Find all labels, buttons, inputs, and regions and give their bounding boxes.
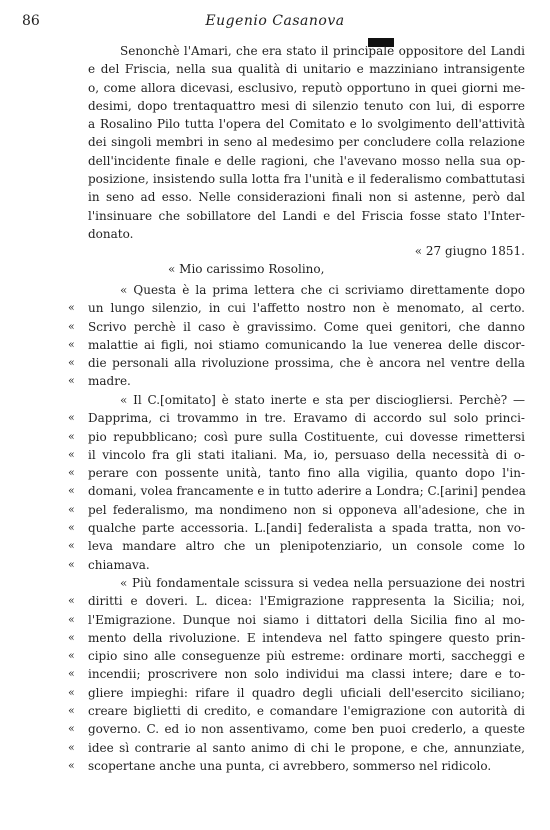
letter-paragraph-2 xyxy=(68,391,526,574)
letter-date: « 27 giugno 1851. xyxy=(414,244,525,258)
letter-paragraph-1 xyxy=(68,281,525,391)
text-line: in seno ad esso. Nelle considerazioni finali non si astenne, però dal xyxy=(88,190,525,205)
text-line: l'insinuare che sobillatore del Landi e del Friscia fosse stato l'Inter- xyxy=(88,208,525,223)
text-line: « incendii; proscrivere non solo individui ma classi intere; dare e to- xyxy=(68,667,525,682)
text-line: « il vincolo fra gli stati italiani. Ma, io, persuaso della necessità di o- xyxy=(68,447,525,462)
text-line: « scopertane anche una punta, ci avrebbero, sommerso nel ridicolo. xyxy=(68,758,492,773)
text-line: dei singoli membri in seno al medesimo per concludere colla relazione xyxy=(88,135,525,150)
text-line: o, come allora dicevasi, esclusivo, reputò opportuno in quei giorni me- xyxy=(88,80,525,95)
text-line: « perare con possente unità, tanto fino alla vigilia, quanto dopo l'in- xyxy=(68,466,525,481)
text-line: « malattie ai figli, noi stiamo comunicando la lue venerea delle discor- xyxy=(68,337,525,352)
intro-paragraph xyxy=(88,42,525,243)
text-line: « pel federalismo, ma nondimeno non si opponeva all'adesione, che in xyxy=(68,502,525,517)
running-title: Eugenio Casanova xyxy=(205,13,345,29)
text-line: « Scrivo perchè il caso è gravissimo. Come quei genitori, che danno xyxy=(68,319,525,334)
text-line: « creare biglietti di credito, e comandare l'emigrazione con autorità di xyxy=(68,704,525,719)
text-line: « mento della rivoluzione. E intendeva nel fatto spingere questo prin- xyxy=(68,630,525,645)
text-line: « Dapprima, ci trovammo in tre. Eravamo di accordo sul solo princi- xyxy=(68,411,525,426)
text-line: donato. xyxy=(88,226,134,241)
text-line: « un lungo silenzio, in cui l'affetto nostro non è menomato, al certo. xyxy=(68,301,525,316)
text-line: desimi, dopo trentaquattro mesi di silenzio tenuto con lui, di esporre xyxy=(88,98,525,113)
text-line: a Rosalino Pilo tutta l'opera del Comitato e lo svolgimento dell'attività xyxy=(88,117,525,132)
page-header xyxy=(22,13,528,35)
text-line: posizione, insistendo sulla lotta fra l'unità e il federalismo combattutasi xyxy=(88,172,525,187)
text-line: « cipio sino alle conseguenze più estreme: ordinare morti, saccheggi e xyxy=(68,649,525,664)
text-line: e del Friscia, nella sua qualità di unitario e mazziniano intransigente xyxy=(88,62,525,77)
page-number: 86 xyxy=(22,13,40,29)
text-line: « qualche parte accessoria. L.[andi] federalista a spada tratta, non vo- xyxy=(68,521,525,536)
text-line: dell'incidente finale e delle ragioni, che l'avevano mosso nella sua op- xyxy=(88,153,525,168)
text-line: « diritti e doveri. L. dicea: l'Emigrazione rappresenta la Sicilia; noi, xyxy=(68,594,525,609)
text-line: « madre. xyxy=(68,374,131,389)
text-line: « governo. C. ed io non assentivamo, come ben puoi crederlo, a queste xyxy=(68,722,525,737)
text-line: Senonchè l'Amari, che era stato il principale oppositore del Landi xyxy=(120,44,525,58)
text-line: « gliere impieghi: rifare il quadro degli uficiali dell'esercito siciliano; xyxy=(68,685,525,700)
text-line: « domani, volea francamente e in tutto aderire a Londra; C.[arini] pendea xyxy=(68,484,526,499)
letter-paragraph-3 xyxy=(68,574,525,775)
text-line: « pio repubblicano; così pure sulla Costituente, cui dovesse rimettersi xyxy=(68,429,525,444)
text-line: « Il C.[omitato] è stato inerte e sta per disciogliersi. Perchè? — xyxy=(120,393,525,407)
letter-salutation: « Mio carissimo Rosolino, xyxy=(168,262,325,276)
text-line: « Più fondamentale scissura si vedea nella persuazione dei nostri xyxy=(120,576,525,590)
text-line: « Questa è la prima lettera che ci scriviamo direttamente dopo xyxy=(120,283,525,297)
text-line: « idee sì contrarie al santo animo di chi le propone, e che, annunziate, xyxy=(68,740,525,755)
text-line: « l'Emigrazione. Dunque noi siamo i dittatori della Sicilia fino al mo- xyxy=(68,612,525,627)
text-line: « die personali alla rivoluzione prossima, che è ancora nel ventre della xyxy=(68,356,525,371)
text-line: « leva mandare altro che un plenipotenziario, un console come lo xyxy=(68,539,525,554)
text-line: « chiamava. xyxy=(68,557,150,572)
